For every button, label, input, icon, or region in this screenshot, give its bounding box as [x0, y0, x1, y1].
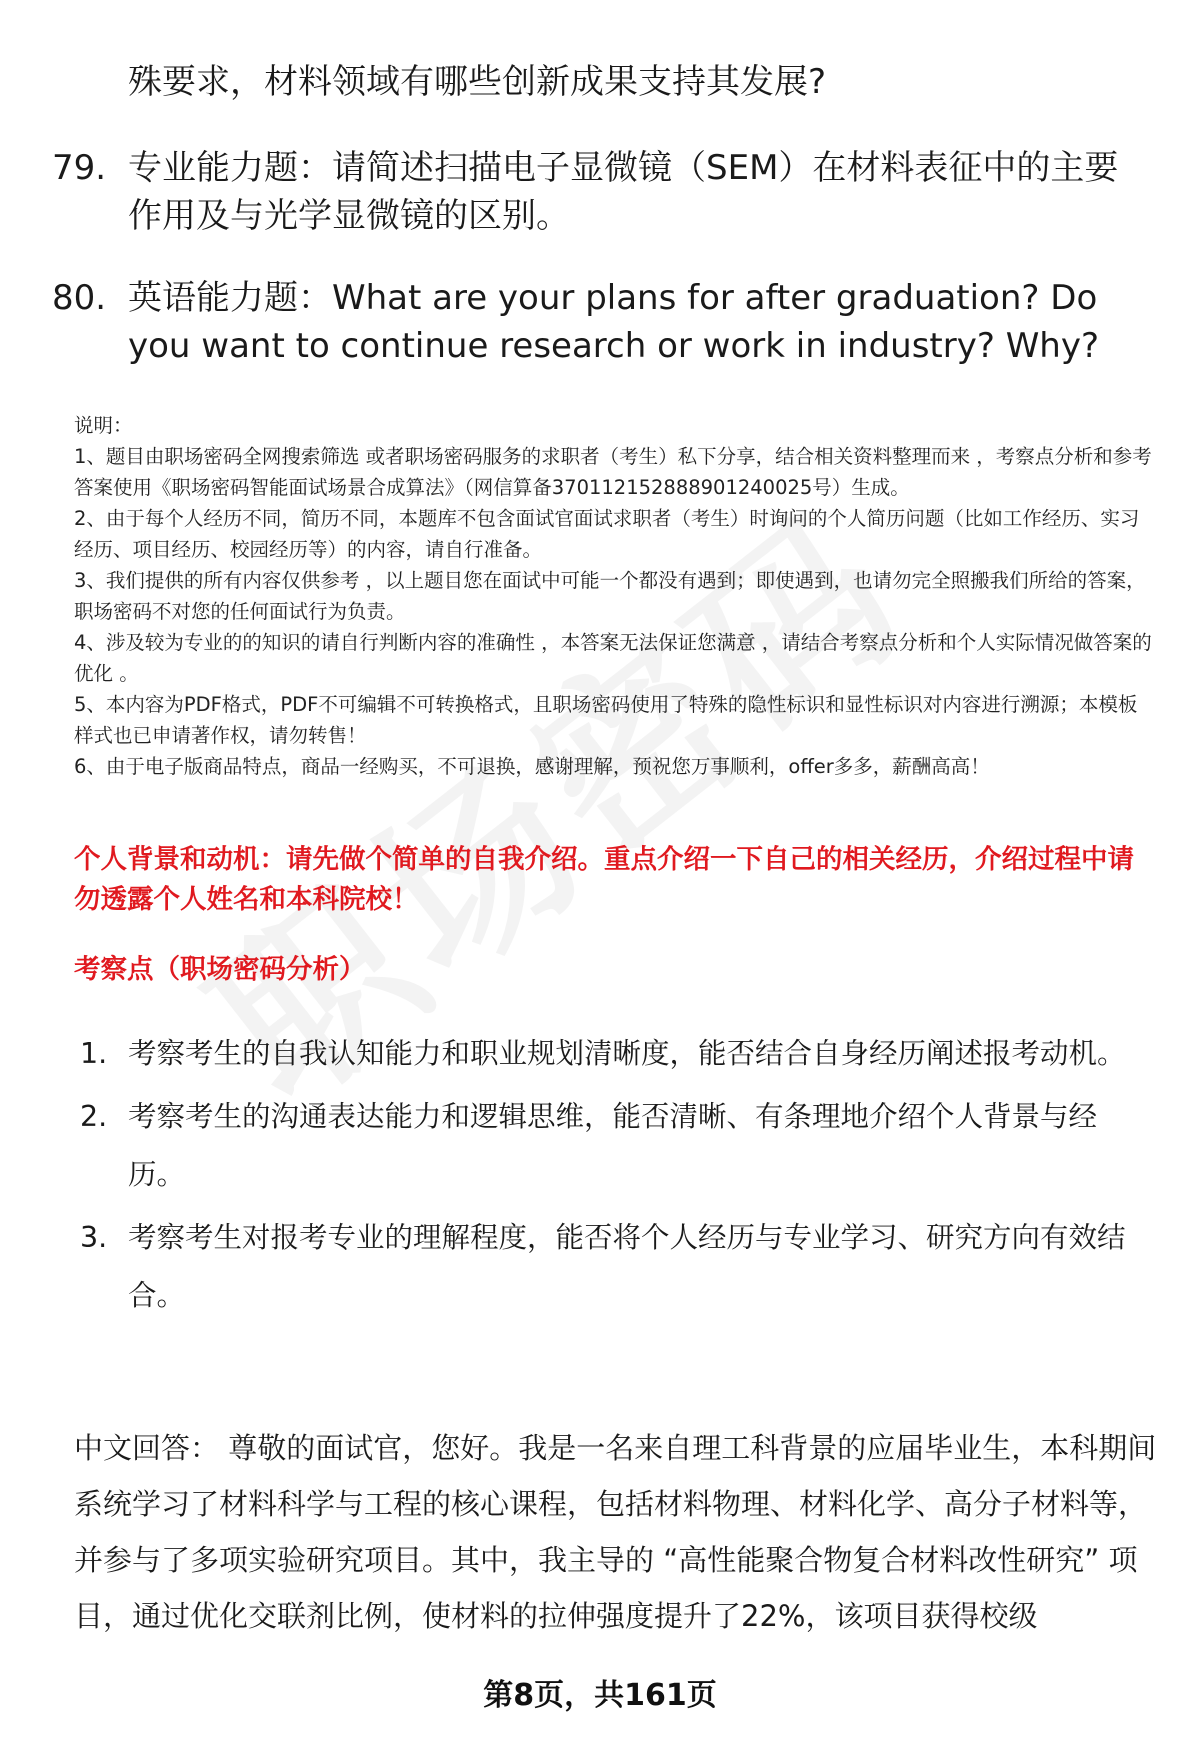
answer-paragraph	[74, 1420, 1160, 1644]
note-item: 4、涉及较为专业的的知识的请自行判断内容的准确性 ，本答案无法保证您满意 ，请结合考察点分析和个人实际情况做答案的优化 。	[74, 631, 1152, 685]
notes-section	[74, 410, 1154, 782]
point-number: 3.	[80, 1221, 108, 1254]
answer-label: 中文回答：	[74, 1431, 220, 1465]
question-number: 79.	[52, 148, 107, 188]
note-item: 2、由于每个人经历不同，简历不同，本题库不包含面试官面试求职者（考生）时询问的个人简历问题（比如工作经历、实习经历、项目经历、校园经历等）的内容，请自行准备。	[74, 507, 1140, 561]
question-number: 80.	[52, 278, 107, 318]
page-footer: 第8页，共161页	[483, 1678, 717, 1713]
analysis-point	[80, 1088, 1150, 1204]
point-text: 考察考生的沟通表达能力和逻辑思维，能否清晰、有条理地介绍个人背景与经历。	[128, 1100, 1098, 1191]
question-79	[52, 144, 1142, 240]
background-question: 个人背景和动机：请先做个简单的自我介绍。重点介绍一下自己的相关经历，介绍过程中请勿透露个人姓名和本科院校！	[74, 844, 1134, 915]
question-continuation: 殊要求，材料领域有哪些创新成果支持其发展?	[128, 62, 827, 102]
point-number: 1.	[80, 1037, 108, 1070]
analysis-point	[80, 1209, 1150, 1325]
point-number: 2.	[80, 1100, 108, 1133]
note-item: 5、本内容为PDF格式，PDF不可编辑不可转换格式，且职场密码使用了特殊的隐性标识和显性标识对内容进行溯源；本模板样式也已申请著作权，请勿转售！	[74, 693, 1138, 747]
note-item: 3、我们提供的所有内容仅供参考 ，以上题目您在面试中可能一个都没有遇到；即使遇到，也请勿完全照搬我们所给的答案，职场密码不对您的任何面试行为负责。	[74, 569, 1146, 623]
point-text: 考察考生的自我认知能力和职业规划清晰度，能否结合自身经历阐述报考动机。	[128, 1037, 1126, 1070]
question-80	[52, 274, 1142, 370]
question-text: 专业能力题：请简述扫描电子显微镜（SEM）在材料表征中的主要作用及与光学显微镜的区别。	[128, 148, 1119, 236]
note-item: 1、题目由职场密码全网搜索筛选 或者职场密码服务的求职者（考生）私下分享，结合相关资料整理而来 ，考察点分析和参考答案使用《职场密码智能面试场景合成算法》（网信算备370112152888901240025号）生成。	[74, 445, 1152, 499]
note-item: 6、由于电子版商品特点，商品一经购买，不可退换，感谢理解，预祝您万事顺利，offer多多，薪酬高高！	[74, 755, 990, 778]
point-text: 考察考生对报考专业的理解程度，能否将个人经历与专业学习、研究方向有效结合。	[128, 1221, 1126, 1312]
answer-text: 尊敬的面试官，您好。我是一名来自理工科背景的应届毕业生，本科期间系统学习了材料科学与工程的核心课程，包括材料物理、材料化学、高分子材料等，并参与了多项实验研究项目。其中，我主导的 “高性能聚合物复合材料改性研究” 项目，通过优化交联剂比例，使材料的拉伸强度提升了22%，该项目获得校级	[74, 1431, 1157, 1633]
analysis-heading: 考察点（职场密码分析）	[74, 954, 366, 985]
notes-title: 说明：	[74, 414, 133, 437]
analysis-point	[80, 1025, 1150, 1083]
question-text: 英语能力题：What are your plans for after graduation? Do you want to continue research or work in industry? Why?	[128, 278, 1100, 366]
analysis-points	[80, 1025, 1150, 1330]
